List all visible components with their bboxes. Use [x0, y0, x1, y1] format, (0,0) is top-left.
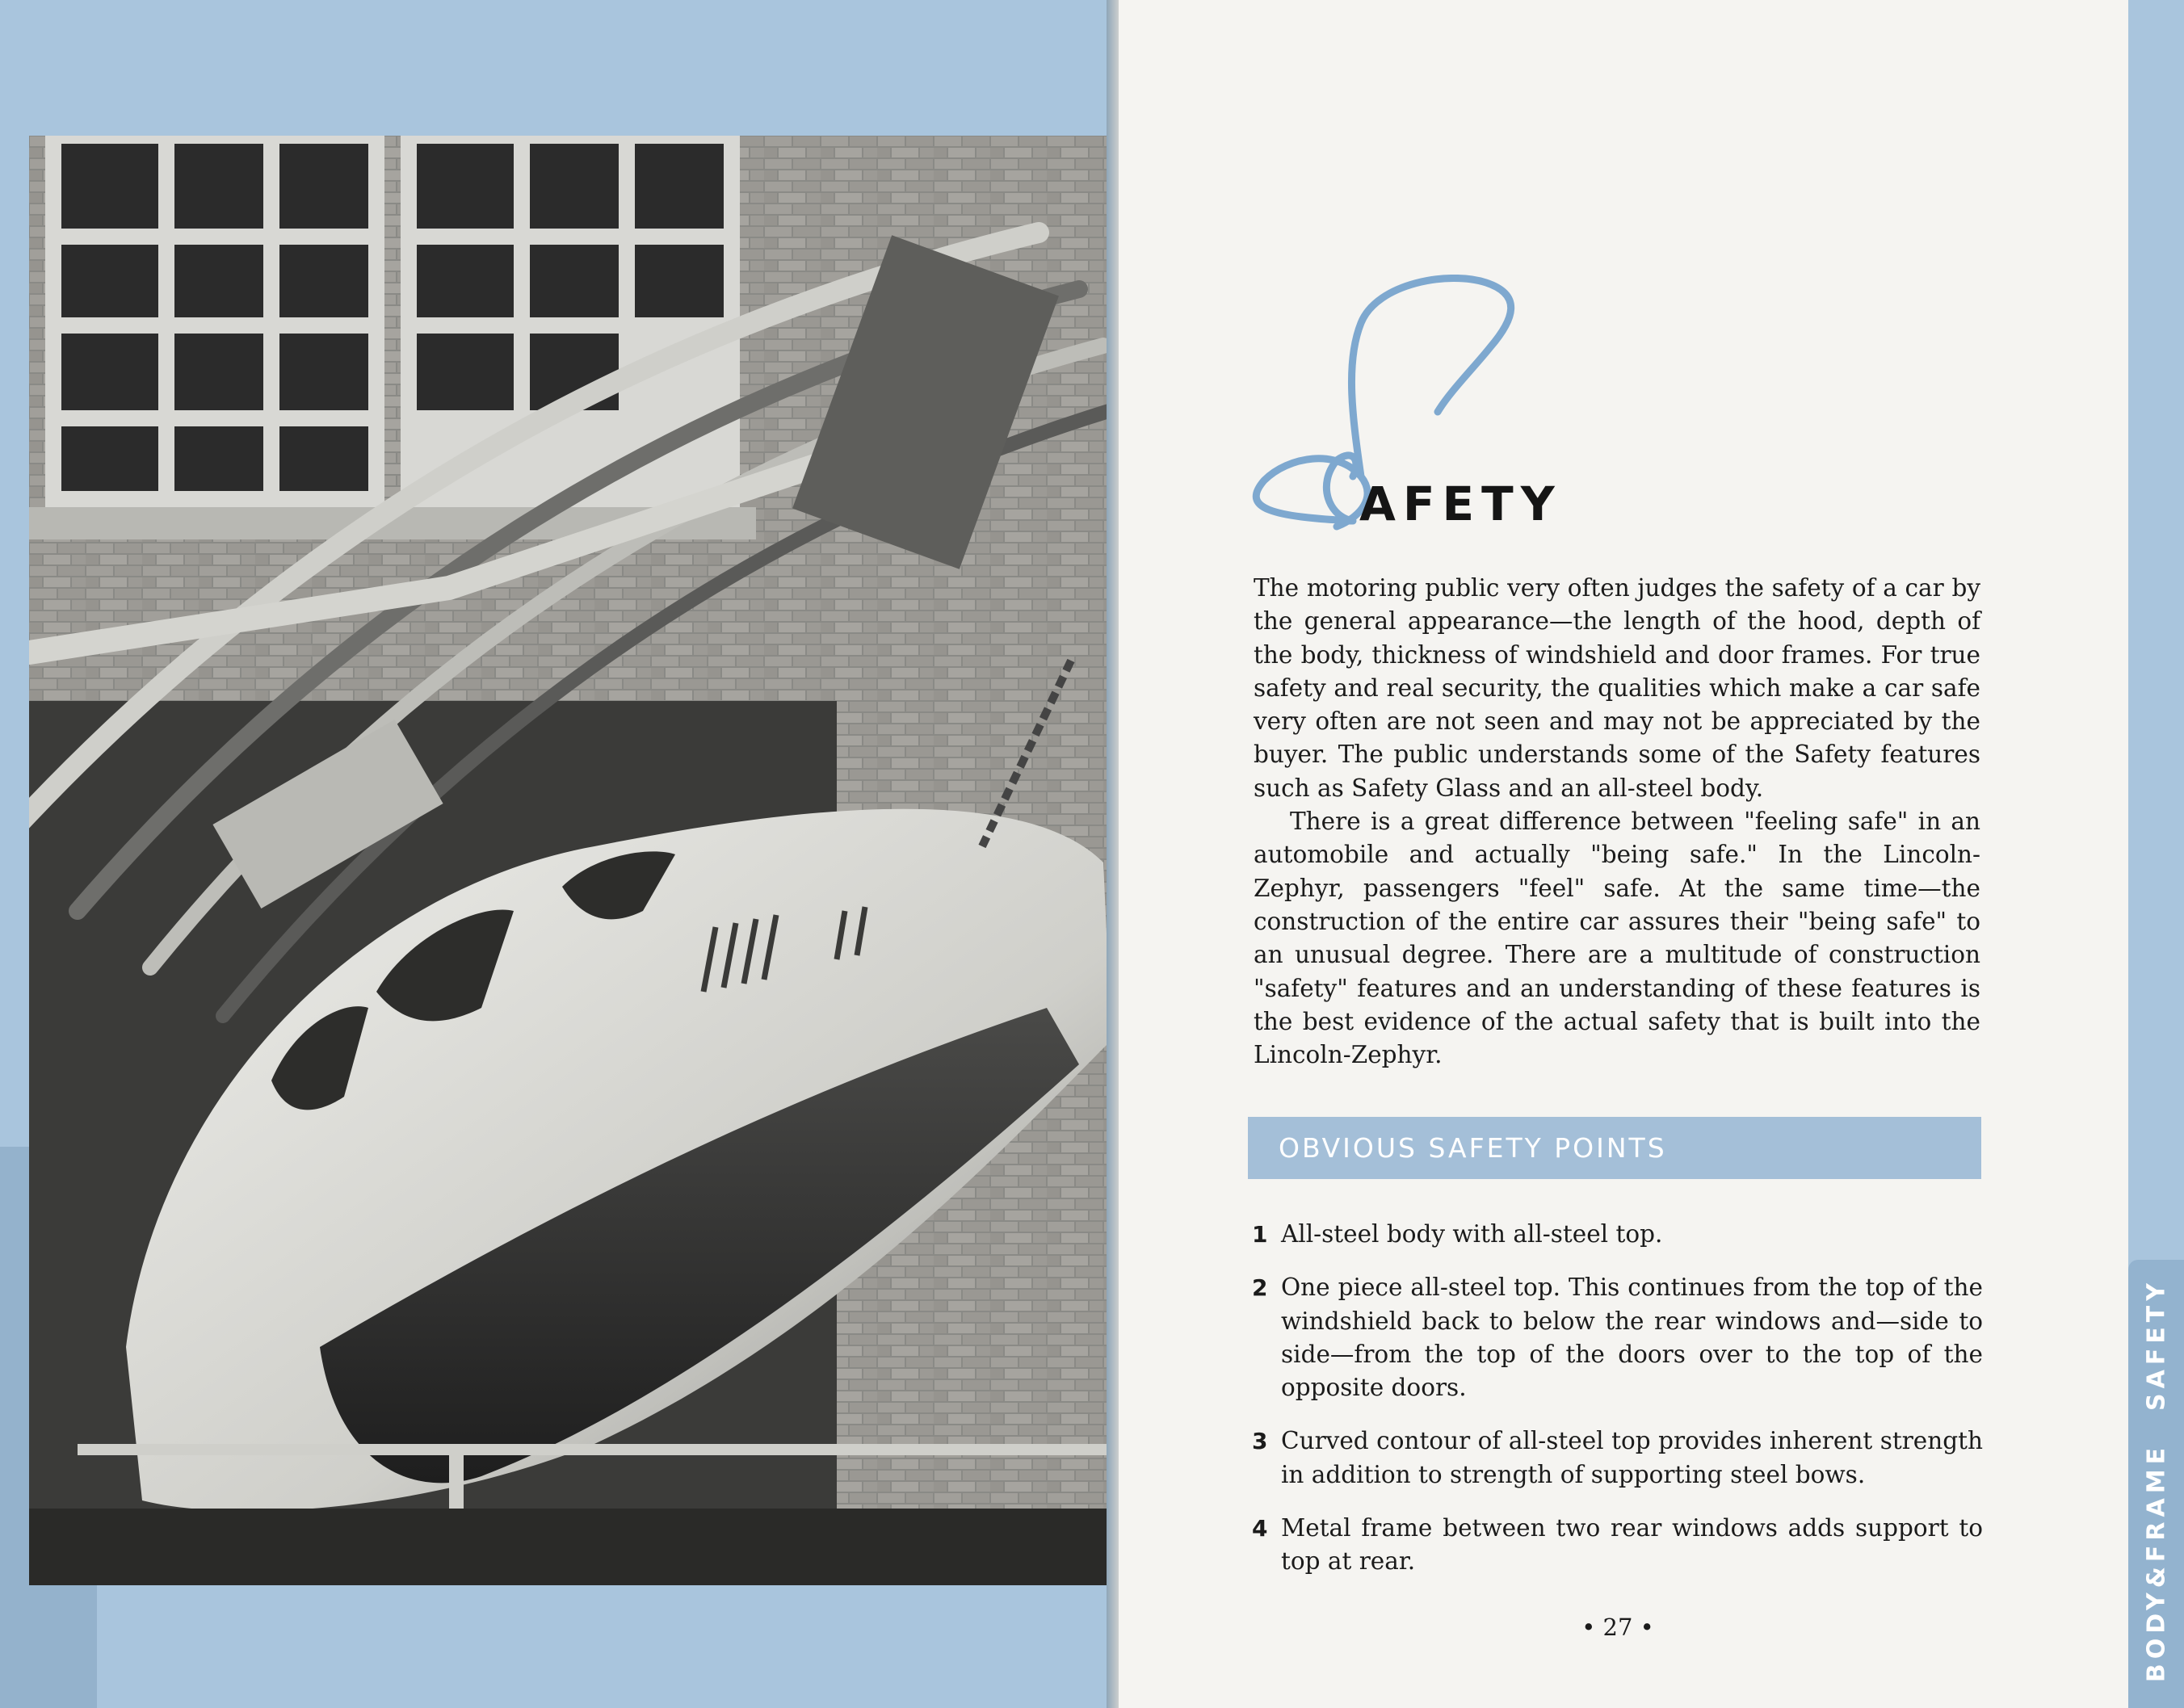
section-header-label: OBVIOUS SAFETY POINTS [1279, 1132, 1667, 1164]
title-rest: AFETY [1359, 476, 1562, 531]
section-header [1248, 1117, 1981, 1179]
list-item [1252, 1512, 1983, 1579]
list-item [1252, 1271, 1983, 1404]
point-number: 4 [1252, 1515, 1268, 1542]
page-title [1240, 275, 1611, 565]
list-item [1252, 1218, 1983, 1251]
side-tab-body-frame: BODY&FRAME [2142, 1442, 2171, 1683]
point-number: 3 [1252, 1428, 1268, 1455]
paragraph-1: The motoring public very often judges the safety of a car by the general appearance—the length of the hood, depth of the body, thickness of windshield and door frames. For true safety and real security, the qualities which make a car safe very often are not seen and may not be appreciated by the buyer. The public understands some of the Safety features such as Safety Glass and an all-steel body. [1254, 574, 1980, 802]
point-text: Metal frame between two rear windows adds support to top at rear. [1281, 1514, 1983, 1576]
factory-photo [29, 136, 1111, 1585]
point-text: All-steel body with all-steel top. [1281, 1220, 1663, 1248]
side-tab-safety: SAFETY [2142, 1278, 2171, 1411]
page-number: • 27 • [1581, 1614, 1654, 1641]
point-number: 2 [1252, 1274, 1268, 1302]
point-number: 1 [1252, 1221, 1268, 1248]
paragraph-2: There is a great difference between "feeling safe" in an automobile and actually "being safe." In the Lincoln-Zephyr, passengers "feel" safe. At the same time—the construction of the entire car assures their "being safe" to an unusual degree. There are a multitude of construction "safety" features and an understanding of these features is the best evidence of the actual safety that is built into the Lincoln-Zephyr. [1254, 808, 1980, 1069]
intro-text [1254, 572, 1980, 1072]
safety-points-list [1252, 1218, 1983, 1599]
point-text: One piece all-steel top. This continues from the top of the windshield back to below the rear windows and—side to side—from the top of the doors over to the top of the opposite doors. [1281, 1274, 1983, 1402]
point-text: Curved contour of all-steel top provides inherent strength in addition to strength of supporting steel bows. [1281, 1427, 1983, 1488]
list-item [1252, 1425, 1983, 1492]
